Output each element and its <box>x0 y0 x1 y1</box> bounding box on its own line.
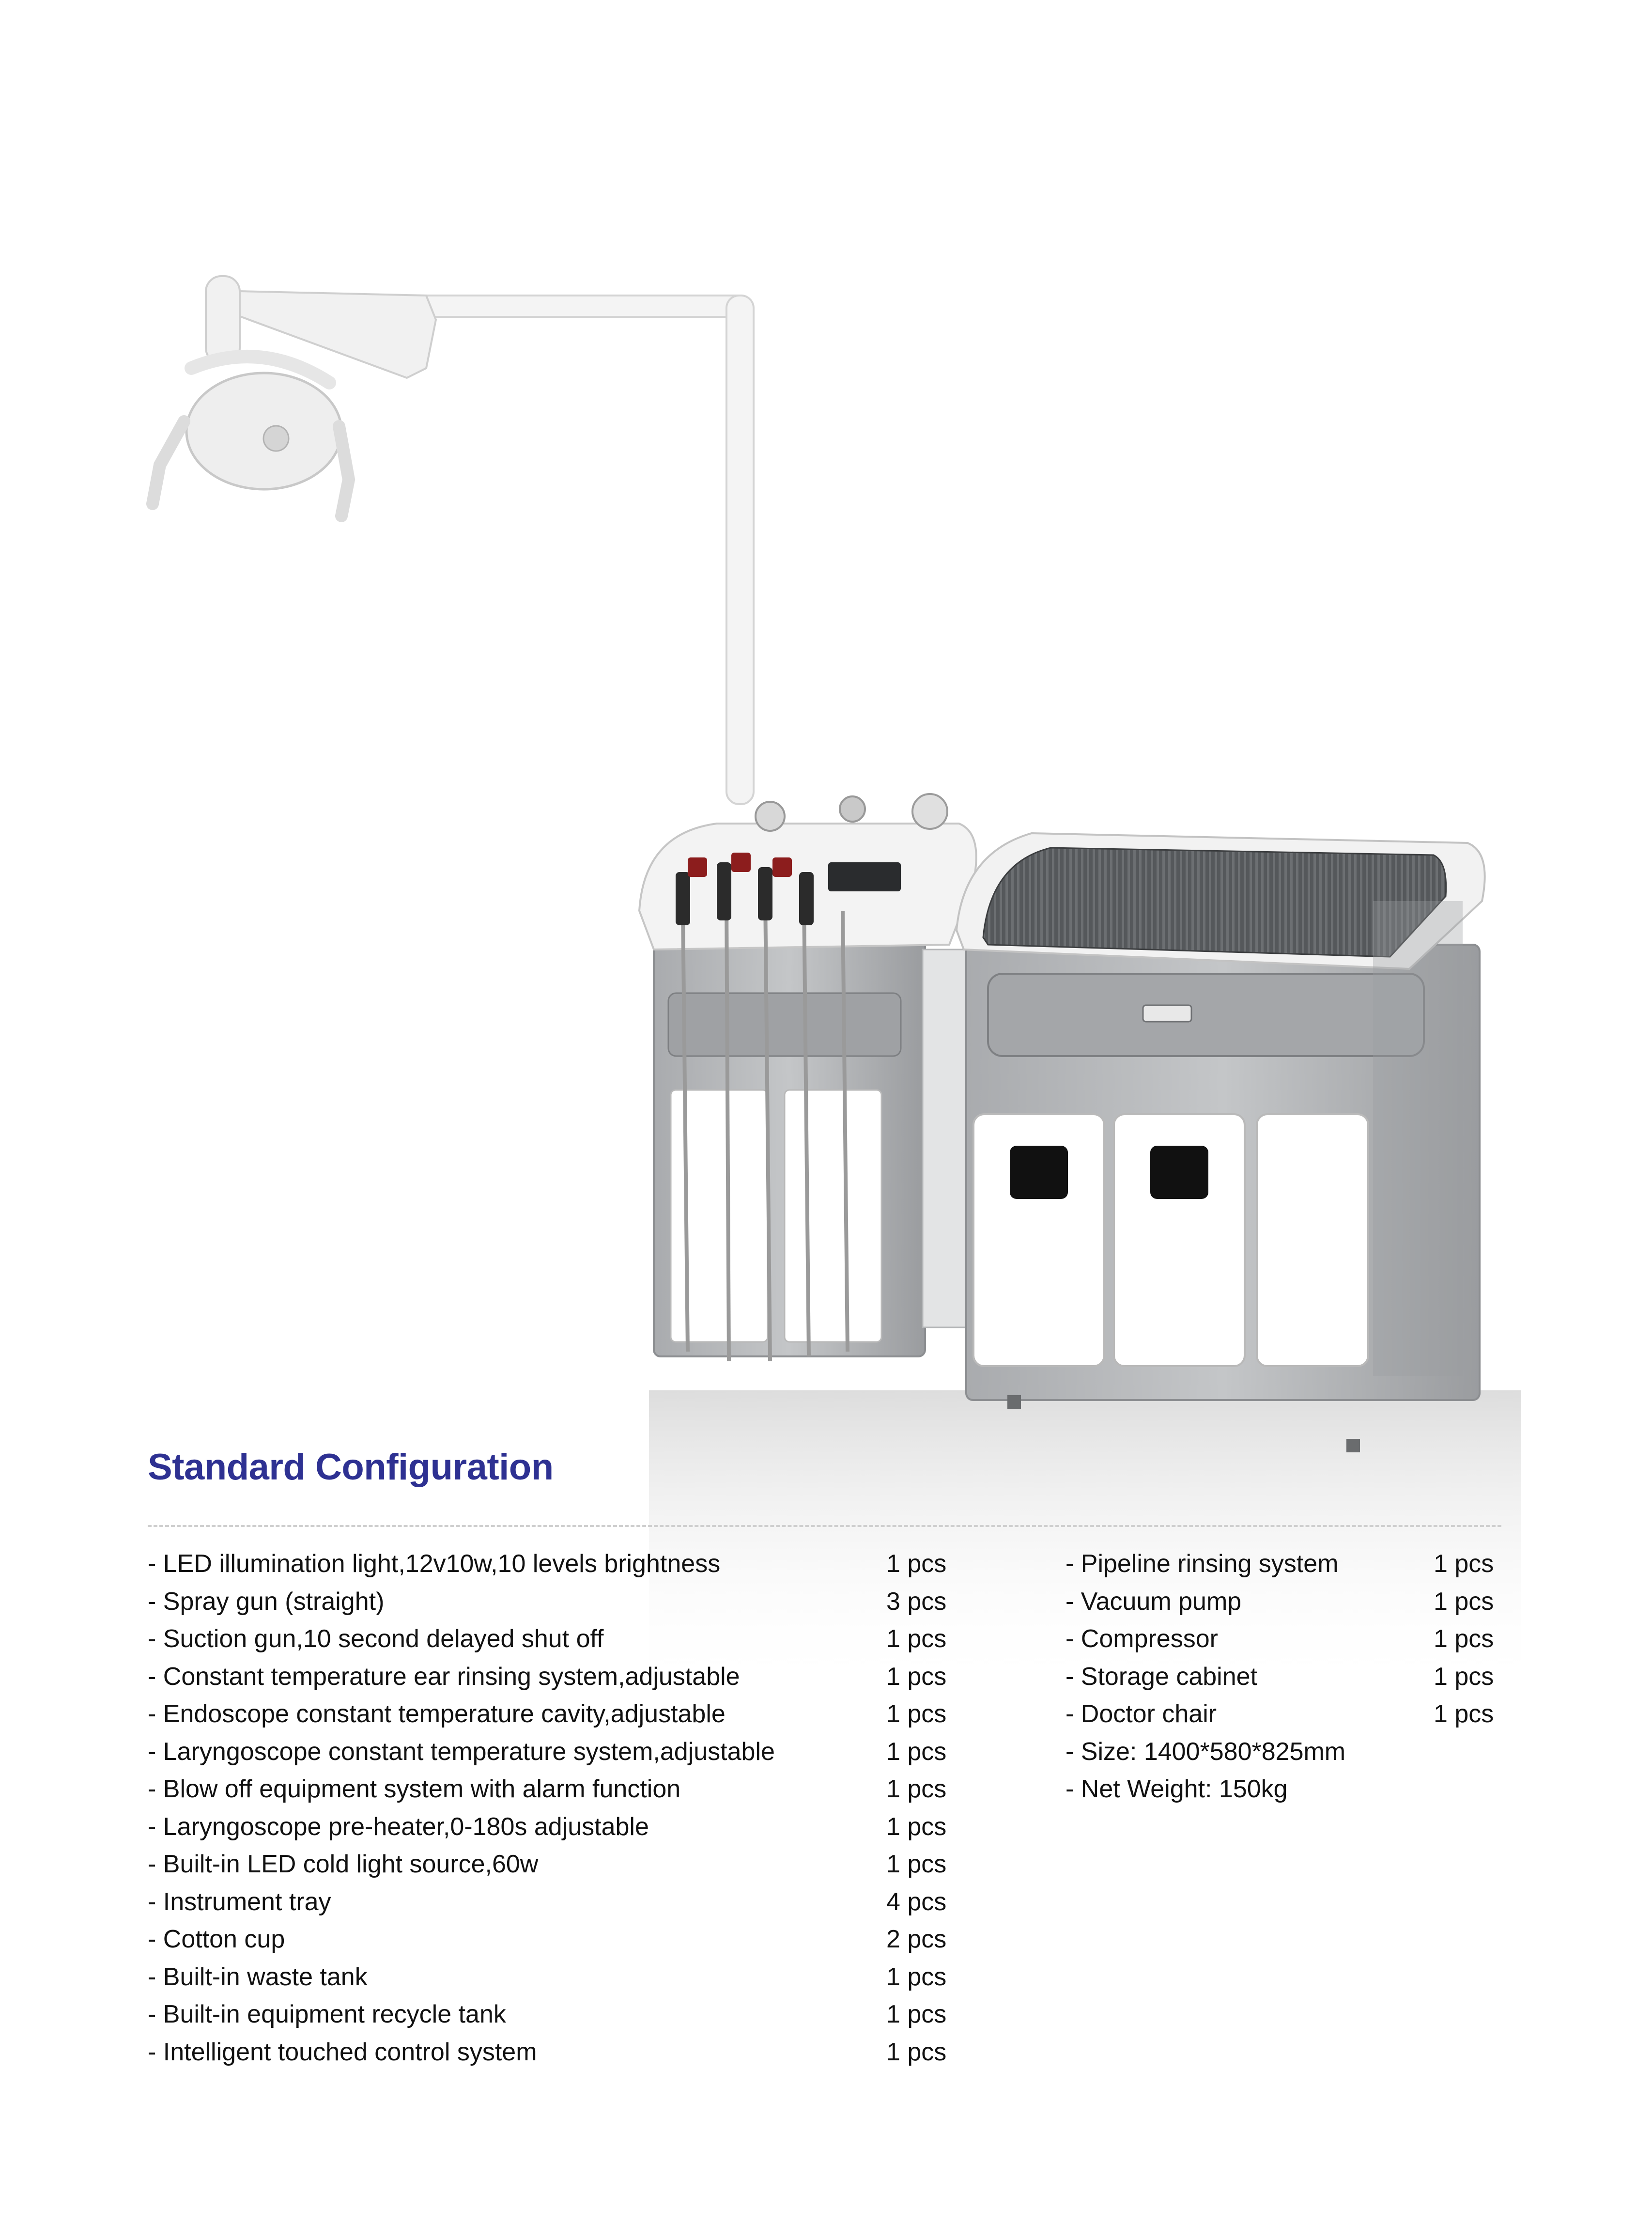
spec-qty: 1 pcs <box>1434 1625 1494 1653</box>
spec-row <box>1065 1733 1501 1771</box>
spec-qty: 1 pcs <box>886 1700 947 1728</box>
spec-name: - Pipeline rinsing system <box>1065 1550 1339 1578</box>
spec-name: - Cotton cup <box>148 1925 285 1953</box>
spec-qty: 1 pcs <box>886 1962 947 1991</box>
spec-name: - Blow off equipment system with alarm function <box>148 1775 681 1803</box>
spec-row <box>148 1846 981 1884</box>
spec-name: - Built-in equipment recycle tank <box>148 2000 506 2028</box>
spec-name: - Compressor <box>1065 1625 1218 1653</box>
spec-qty: 1 pcs <box>886 1812 947 1841</box>
spec-name: - Built-in waste tank <box>148 1962 368 1991</box>
spec-row <box>148 1959 981 1996</box>
spec-qty: 1 pcs <box>886 1662 947 1691</box>
spec-row <box>148 1884 981 1921</box>
spec-qty: 1 pcs <box>886 1850 947 1878</box>
spec-name: - Constant temperature ear rinsing system,adjustable <box>148 1662 740 1691</box>
spec-qty: 1 pcs <box>886 1625 947 1653</box>
exam-light-icon <box>153 276 754 804</box>
spec-qty: 1 pcs <box>886 2038 947 2066</box>
spec-name: - Vacuum pump <box>1065 1587 1242 1616</box>
spec-list-left <box>148 1545 981 2071</box>
spec-row <box>148 1996 981 2034</box>
spec-name: - Storage cabinet <box>1065 1662 1258 1691</box>
spec-qty: 1 pcs <box>886 1775 947 1803</box>
spec-row <box>148 1808 981 1846</box>
spec-name: - Laryngoscope constant temperature system,adjustable <box>148 1737 775 1766</box>
spec-list-right <box>1065 1545 1501 1808</box>
connector-shelf <box>923 950 971 1327</box>
spec-row <box>1065 1545 1501 1583</box>
spec-name: - Spray gun (straight) <box>148 1587 385 1616</box>
spec-name: - Size: 1400*580*825mm <box>1065 1737 1346 1766</box>
spec-row <box>148 1921 981 1959</box>
spec-qty: 1 pcs <box>886 1737 947 1766</box>
spec-name: - Suction gun,10 second delayed shut off <box>148 1625 604 1653</box>
spec-row <box>148 1620 981 1658</box>
spec-row <box>148 2034 981 2071</box>
storage-cabinet-icon <box>957 833 1485 1452</box>
spec-row <box>148 1658 981 1696</box>
spec-row <box>1065 1620 1501 1658</box>
spec-row <box>1065 1583 1501 1621</box>
spec-qty: 1 pcs <box>1434 1700 1494 1728</box>
spec-qty: 4 pcs <box>886 1887 947 1916</box>
spec-row <box>1065 1771 1501 1808</box>
spec-qty: 1 pcs <box>886 1550 947 1578</box>
spec-name: - Net Weight: 150kg <box>1065 1775 1288 1803</box>
spec-row <box>148 1583 981 1621</box>
spec-row <box>1065 1658 1501 1696</box>
spec-name: - Instrument tray <box>148 1887 331 1916</box>
spec-qty: 1 pcs <box>1434 1662 1494 1691</box>
spec-qty: 1 pcs <box>886 2000 947 2028</box>
spec-qty: 1 pcs <box>1434 1587 1494 1616</box>
spec-row <box>148 1733 981 1771</box>
spec-name: - LED illumination light,12v10w,10 levels brightness <box>148 1550 721 1578</box>
spec-row <box>1065 1696 1501 1733</box>
spec-qty: 2 pcs <box>886 1925 947 1953</box>
spec-name: - Doctor chair <box>1065 1700 1217 1728</box>
spec-name: - Intelligent touched control system <box>148 2038 537 2066</box>
spec-qty: 3 pcs <box>886 1587 947 1616</box>
spec-qty: 1 pcs <box>1434 1550 1494 1578</box>
dashed-divider <box>148 1525 1501 1527</box>
spec-name: - Laryngoscope pre-heater,0-180s adjustable <box>148 1812 649 1841</box>
section-heading: Standard Configuration <box>148 1447 554 1488</box>
spec-row <box>148 1696 981 1733</box>
spec-row <box>148 1545 981 1583</box>
spec-row <box>148 1771 981 1808</box>
spec-name: - Endoscope constant temperature cavity,adjustable <box>148 1700 726 1728</box>
spec-name: - Built-in LED cold light source,60w <box>148 1850 539 1878</box>
